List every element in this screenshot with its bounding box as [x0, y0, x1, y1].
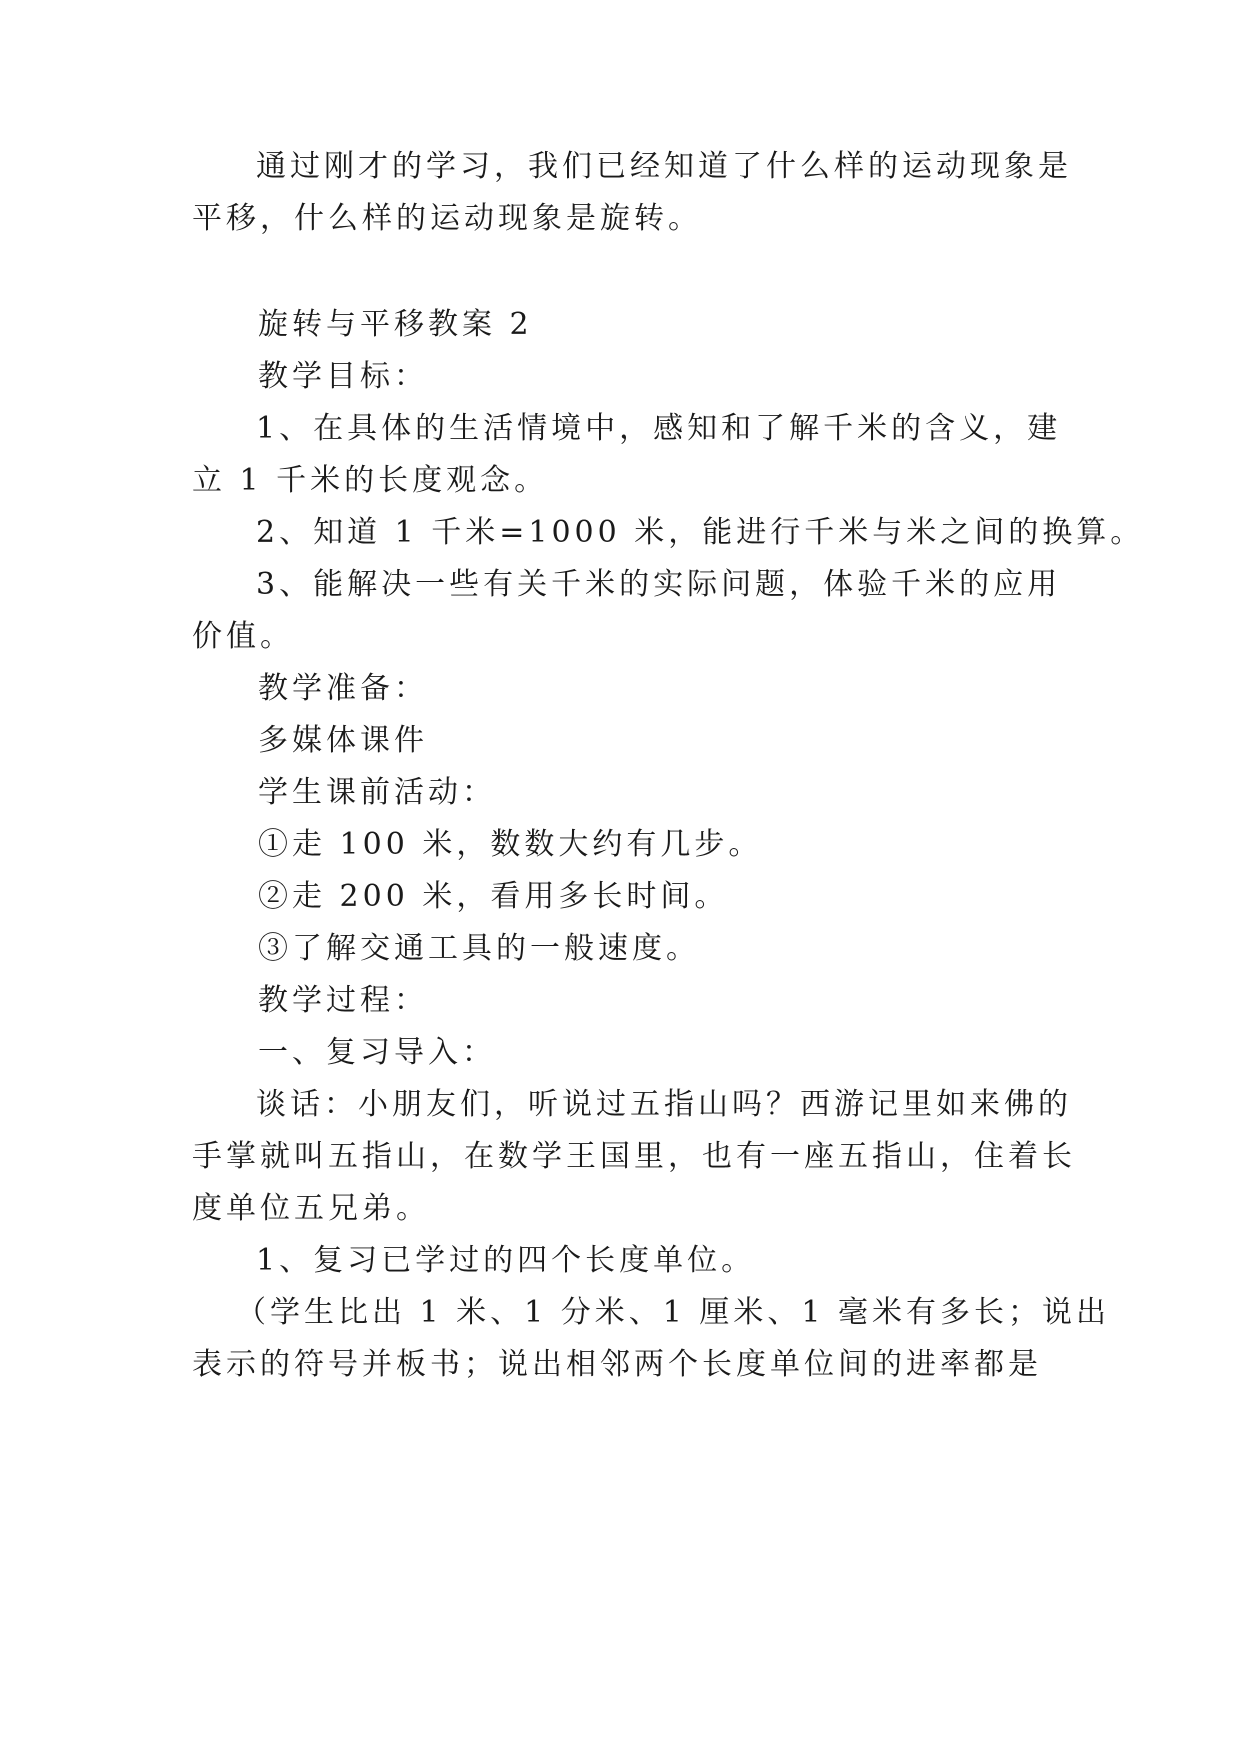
note-line-1: （学生比出 1 米、1 分米、1 厘米、1 毫米有多长；说出 [236, 1295, 1111, 1330]
pre-activities-heading: 学生课前活动： [258, 775, 496, 810]
pre-activity-item: ③了解交通工具的一般速度。 [258, 931, 700, 966]
pre-activity-item: ①走 100 米，数数大约有几步。 [258, 827, 763, 862]
goals-heading: 教学目标： [258, 359, 428, 394]
review-item: 1、复习已学过的四个长度单位。 [256, 1243, 756, 1278]
preparation-heading: 教学准备： [258, 671, 428, 706]
process-heading: 教学过程： [258, 983, 428, 1018]
goal-3-line-1: 3、能解决一些有关千米的实际问题，体验千米的应用 [256, 567, 1062, 602]
lesson-title: 旋转与平移教案 2 [258, 307, 533, 342]
intro-line-2: 平移，什么样的运动现象是旋转。 [192, 201, 702, 236]
note-line-2: 表示的符号并板书；说出相邻两个长度单位间的进率都是 [192, 1347, 1042, 1382]
talk-line-3: 度单位五兄弟。 [192, 1191, 430, 1226]
process-section-1: 一、复习导入： [258, 1035, 496, 1070]
goal-2: 2、知道 1 千米=1000 米，能进行千米与米之间的换算。 [256, 515, 1145, 550]
intro-line-1: 通过刚才的学习，我们已经知道了什么样的运动现象是 [256, 149, 1072, 184]
goal-3-line-2: 价值。 [192, 619, 294, 654]
pre-activity-item: ②走 200 米，看用多长时间。 [258, 879, 729, 914]
talk-line-2: 手掌就叫五指山，在数学王国里，也有一座五指山，住着长 [192, 1139, 1076, 1174]
preparation-content: 多媒体课件 [258, 723, 428, 758]
talk-line-1: 谈话：小朋友们，听说过五指山吗？西游记里如来佛的 [256, 1087, 1072, 1122]
goal-1-line-2: 立 1 千米的长度观念。 [192, 463, 549, 498]
goal-1-line-1: 1、在具体的生活情境中，感知和了解千米的含义，建 [256, 411, 1062, 446]
